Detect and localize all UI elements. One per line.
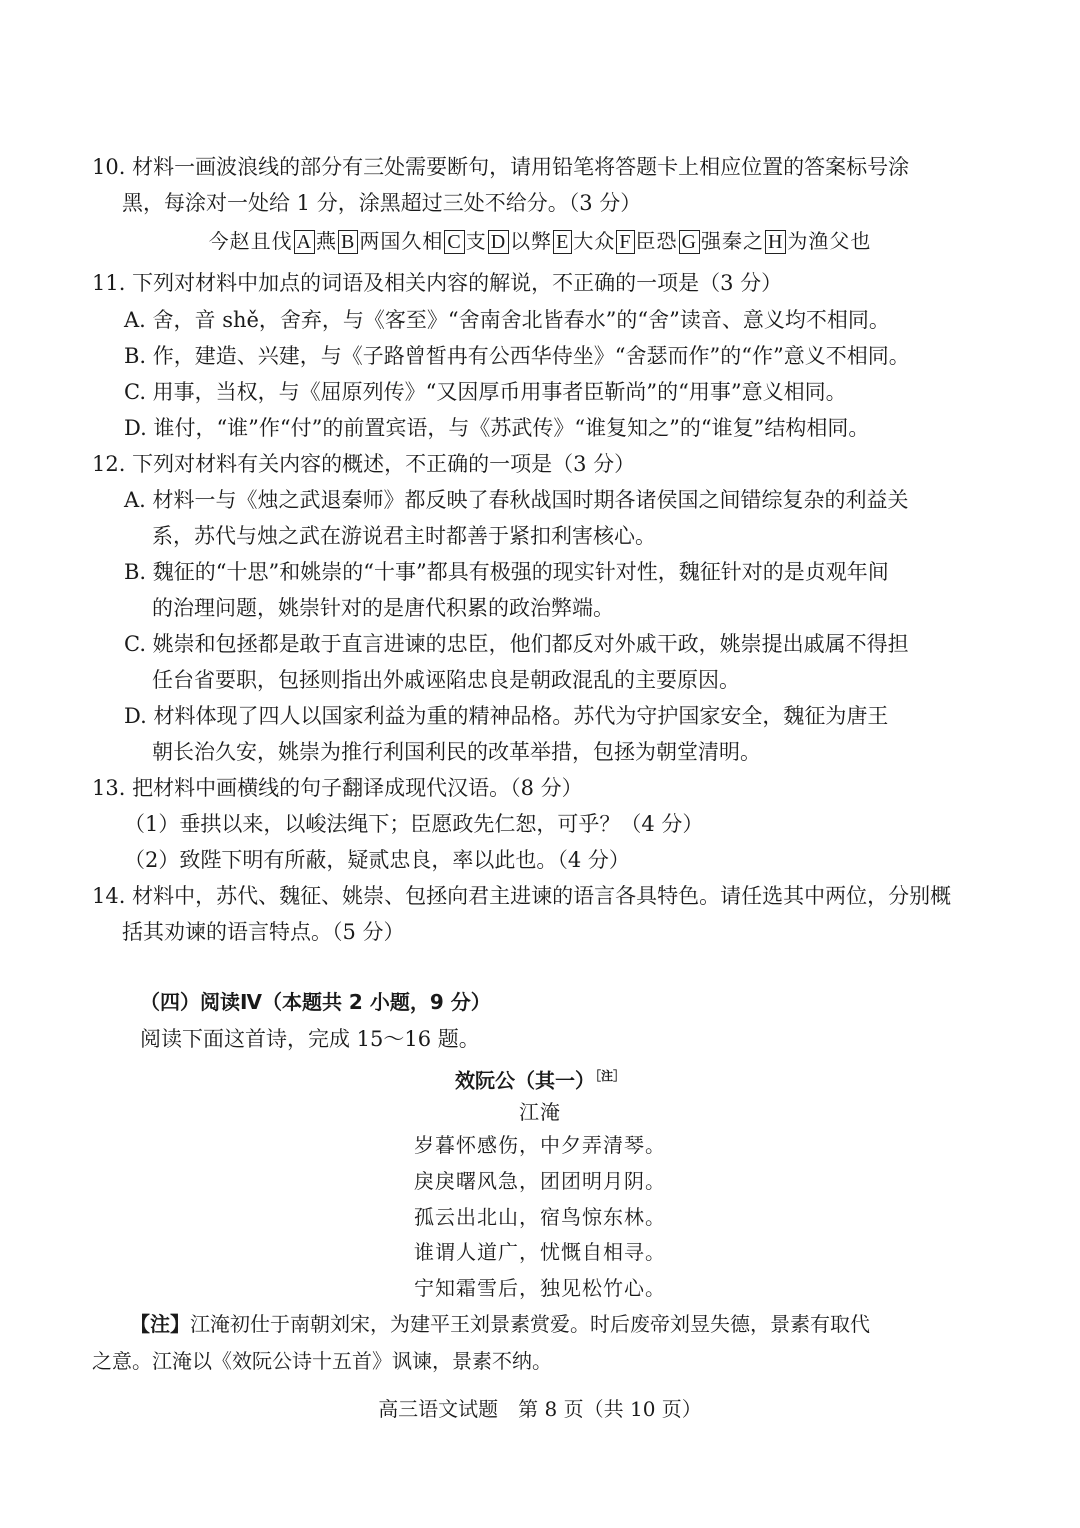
q10-segment-text: 大众 — [573, 229, 616, 253]
q12-option-c-line1: C. 姚崇和包拯都是敢于直言进谏的忠臣，他们都反对外戚干政，姚崇提出戚属不得担 — [124, 632, 909, 656]
q10-answer-box-h: H — [765, 230, 786, 254]
poem-line: 戾戾曙风急，团团明月阴。 — [414, 1169, 666, 1193]
q10-segment-text: 强秦之 — [700, 229, 764, 253]
section4-heading: （四）阅读Ⅳ（本题共 2 小题，9 分） — [140, 990, 491, 1014]
poem-note-mark: ［注］ — [594, 1069, 625, 1083]
q10-answer-box-c: C — [444, 230, 464, 254]
section4-intro: 阅读下面这首诗，完成 15～16 题。 — [140, 1027, 480, 1051]
q10-segment-text: 以弊 — [510, 229, 553, 253]
q11-option-d: D. 谁付，“谁”作“付”的前置宾语，与《苏武传》“谁复知之”的“谁复”结构相同。 — [124, 416, 870, 440]
poem-note-line2: 之意。江淹以《效阮公诗十五首》讽谏，景素不纳。 — [92, 1349, 552, 1373]
poem-title-text: 效阮公（其一） — [454, 1068, 595, 1093]
q10-segment-text: 臣恐 — [635, 229, 678, 253]
q10-line2: 黑，每涂对一处给 1 分，涂黑超过三处不给分。（3 分） — [122, 191, 642, 215]
q12-option-b-line2: 的治理问题，姚崇针对的是唐代积累的政治弊端。 — [152, 596, 614, 620]
note-text: 江淹初仕于南朝刘宋，为建平王刘景素赏爱。时后废帝刘昱失德，景素有取代 — [190, 1312, 870, 1336]
q10-answer-box-g: G — [679, 230, 700, 254]
q12-option-b-line1: B. 魏征的“十思”和姚崇的“十事”都具有极强的现实针对性，魏征针对的是贞观年间 — [124, 560, 889, 584]
q13-sentence-2: （2）致陛下明有所蔽，疑贰忠良，率以此也。（4 分） — [124, 848, 630, 872]
poem-author: 江淹 — [519, 1100, 561, 1124]
page-footer: 高三语文试题 第 8 页（共 10 页） — [378, 1397, 702, 1421]
q10-answer-box-f: F — [616, 230, 634, 254]
q10-answer-box-a: A — [294, 230, 315, 254]
q12-option-d-line1: D. 材料体现了四人以国家利益为重的精神品格。苏代为守护国家安全，魏征为唐王 — [124, 704, 889, 728]
q14-line2: 括其劝谏的语言特点。（5 分） — [122, 920, 405, 944]
q10-segment-text: 燕 — [316, 229, 338, 253]
q10-sentence-boxes — [0, 226, 1080, 256]
q10-segment-text: 今赵且伐 — [208, 229, 293, 253]
q10-answer-box-e: E — [553, 230, 572, 254]
poem-note-line1 — [130, 1309, 870, 1339]
q10-answer-box-b: B — [338, 230, 358, 254]
note-label: 【注】 — [130, 1312, 190, 1336]
q10-answer-box-d: D — [488, 230, 509, 254]
q10-segment-text: 两国久相 — [359, 229, 444, 253]
q12-option-a-line1: A. 材料一与《烛之武退秦师》都反映了春秋战国时期各诸侯国之间错综复杂的利益关 — [124, 488, 909, 512]
q13-sentence-1: （1）垂拱以来，以峻法绳下；臣愿政先仁恕，可乎？（4 分） — [124, 812, 704, 836]
q10-segment-text: 支 — [465, 229, 487, 253]
poem-line: 宁知霜雪后，独见松竹心。 — [414, 1276, 666, 1300]
q10-segment-text: 为渔父也 — [787, 229, 872, 253]
q11-stem: 11. 下列对材料中加点的词语及相关内容的解说，不正确的一项是（3 分） — [92, 271, 783, 295]
q13-stem: 13. 把材料中画横线的句子翻译成现代汉语。（8 分） — [92, 776, 583, 800]
poem-line: 岁暮怀感伤，中夕弄清琴。 — [414, 1133, 666, 1157]
q12-option-d-line2: 朝长治久安，姚崇为推行利国利民的改革举措，包拯为朝堂清明。 — [152, 740, 761, 764]
q10-line1: 10. 材料一画波浪线的部分有三处需要断句，请用铅笔将答题卡上相应位置的答案标号涂 — [92, 155, 910, 179]
poem-title — [0, 1061, 1080, 1096]
q12-option-c-line2: 任台省要职，包拯则指出外戚诬陷忠良是朝政混乱的主要原因。 — [152, 668, 740, 692]
q11-option-c: C. 用事，当权，与《屈原列传》“又因厚币用事者臣靳尚”的“用事”意义相同。 — [124, 380, 847, 404]
q12-stem: 12. 下列对材料有关内容的概述，不正确的一项是（3 分） — [92, 452, 636, 476]
q11-option-a: A. 舍，音 shě，舍弃，与《客至》“舍南舍北皆春水”的“舍”读音、意义均不相同。 — [124, 308, 890, 332]
q12-option-a-line2: 系，苏代与烛之武在游说君主时都善于紧扣利害核心。 — [152, 524, 656, 548]
q11-option-b: B. 作，建造、兴建，与《子路曾皙冉有公西华侍坐》“舍瑟而作”的“作”意义不相同。 — [124, 344, 910, 368]
poem-line: 孤云出北山，宿鸟惊东林。 — [414, 1205, 666, 1229]
poem-line: 谁谓人道广，忧慨自相寻。 — [414, 1240, 666, 1264]
q14-line1: 14. 材料中，苏代、魏征、姚崇、包拯向君主进谏的语言各具特色。请任选其中两位，分别概 — [92, 884, 952, 908]
